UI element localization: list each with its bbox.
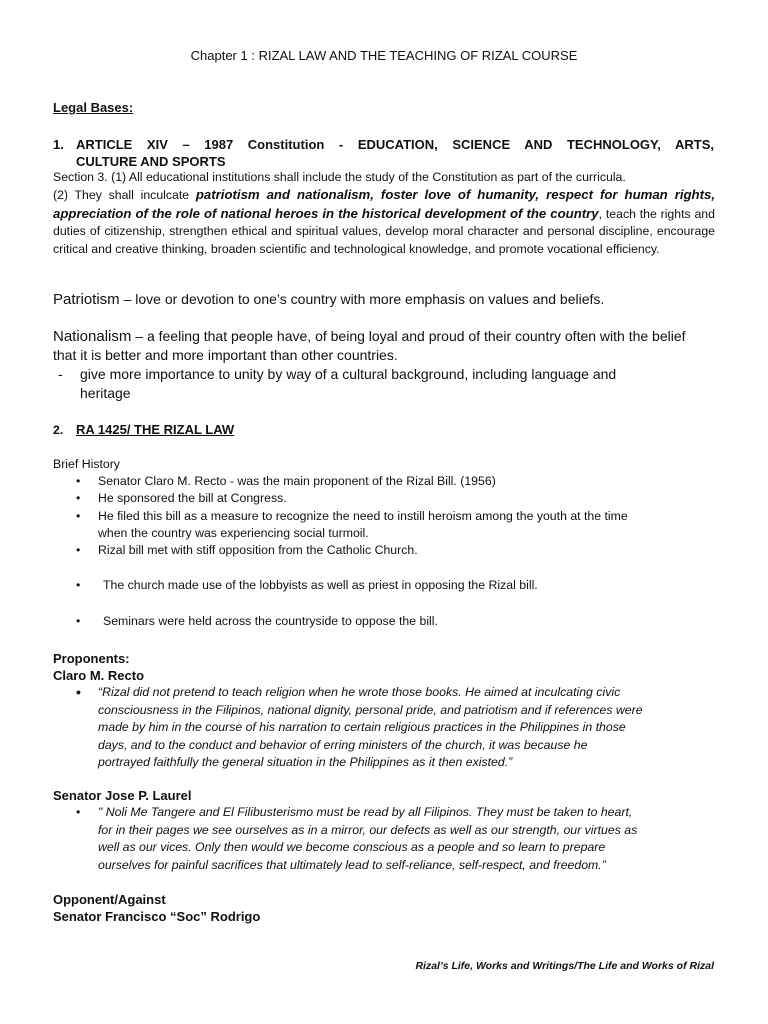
patriotism-term: Patriotism — [53, 291, 120, 308]
paragraph-2-rest: , teach the rights and duties of citizenship, strengthen ethical and spiritual values, develop moral character and personal discipline, encourage critical and creative thinking, broaden scientific and technological knowledge, and promote vocational efficiency. — [53, 206, 715, 256]
nationalism-sub-line-1: give more importance to unity by way of a cultural background, including language and — [80, 366, 617, 382]
recto-quote — [98, 684, 718, 772]
item-1-heading-line-1: ARTICLE XIV – 1987 Constitution - EDUCATION, SCIENCE AND TECHNOLOGY, ARTS, — [76, 137, 714, 152]
list-item-text: Senator Claro M. Recto - was the main proponent of the Rizal Bill. (1956) — [98, 474, 496, 488]
laurel-name: Senator Jose P. Laurel — [53, 788, 192, 803]
quote-line: portrayed faithfully the general situation in the Philippines as it then existed.” — [98, 755, 513, 770]
nationalism-definition — [53, 327, 693, 365]
item-1-number: 1. — [53, 137, 64, 152]
item-1-heading-line-2: CULTURE AND SPORTS — [76, 154, 226, 169]
list-item-text: The church made use of the lobbyists as well as priest in opposing the Rizal bill. — [103, 578, 538, 592]
section-3-paragraph-2 — [53, 186, 715, 258]
list-item-text: Seminars were held across the countryside to oppose the bill. — [103, 614, 438, 628]
bullet-glyph: • — [76, 614, 81, 628]
bullet-glyph: • — [76, 509, 81, 523]
list-item-text: He filed this bill as a measure to recognize the need to instill heroism among the youth at the time — [98, 509, 628, 523]
page-footer: Rizal’s Life, Works and Writings/The Life and Works of Rizal — [415, 960, 714, 972]
legal-bases-heading: Legal Bases: — [53, 100, 134, 115]
proponents-heading: Proponents: — [53, 651, 130, 666]
patriotism-definition — [53, 290, 715, 309]
list-item-text: when the country was experiencing social turmoil. — [98, 526, 369, 540]
opponent-name: Senator Francisco “Soc” Rodrigo — [53, 909, 261, 924]
nationalism-text: – a feeling that people have, of being loyal and proud of their country often with the belief that it is better and more important than other countries. — [53, 328, 686, 363]
paragraph-2-emphasis: patriotism and nationalism, foster love of humanity, respect for human rights, appreciation of the role of national heroes in the historical development of the country — [53, 187, 716, 221]
opponent-heading: Opponent/Against — [53, 892, 166, 907]
quote-line: ourselves for painful sacrifices that ultimately lead to self-reliance, self-respect, and freedom.” — [98, 857, 606, 872]
item-2-number: 2. — [53, 423, 64, 437]
quote-line: consciousness in the Filipinos, national dignity, personal pride, and patriotism and if references were — [98, 702, 643, 717]
recto-name: Claro M. Recto — [53, 668, 145, 683]
patriotism-text: – love or devotion to one’s country with more emphasis on values and beliefs. — [119, 291, 605, 307]
quote-line: well as our vices. Only then would we become conscious as a people and so learn to prepare — [98, 840, 606, 855]
list-item-text: Rizal bill met with stiff opposition from the Catholic Church. — [98, 543, 418, 557]
recto-quote-bullet: • — [76, 684, 81, 700]
bullet-glyph: • — [76, 474, 81, 488]
bullet-glyph: • — [76, 578, 81, 592]
nationalism-dash: - — [58, 366, 63, 382]
laurel-quote-bullet: • — [76, 805, 81, 819]
list-item-text: He sponsored the bill at Congress. — [98, 491, 287, 505]
laurel-quote — [98, 804, 718, 874]
chapter-title: Chapter 1 : RIZAL LAW AND THE TEACHING OF RIZAL COURSE — [190, 48, 578, 63]
quote-line: “Rizal did not pretend to teach religion when he wrote those books. He aimed at inculcating civic — [98, 685, 621, 699]
nationalism-term: Nationalism — [53, 328, 132, 345]
item-2-heading: RA 1425/ THE RIZAL LAW — [76, 422, 235, 437]
paragraph-2-lead: (2) They shall inculcate — [53, 188, 196, 202]
quote-line: " Noli Me Tangere and El Filibusterismo must be read by all Filipinos. They must be taken to heart, — [98, 805, 633, 819]
section-3-text: Section 3. (1) All educational institutions shall include the study of the Constitution as part of the curricula. — [53, 170, 626, 184]
quote-line: made by him in the course of his narration to certain religious practices in the Philippines in those — [98, 720, 626, 735]
quote-line: days, and to the conduct and behavior of erring ministers of the church, it was because he — [98, 737, 588, 752]
brief-history-heading: Brief History — [53, 457, 120, 471]
nationalism-sub-line-2: heritage — [80, 385, 131, 401]
quote-line: for in their pages we see ourselves as in a mirror, our defects as well as our strength, our virtues as — [98, 822, 638, 837]
bullet-glyph: • — [76, 543, 81, 557]
bullet-glyph: • — [76, 491, 81, 505]
